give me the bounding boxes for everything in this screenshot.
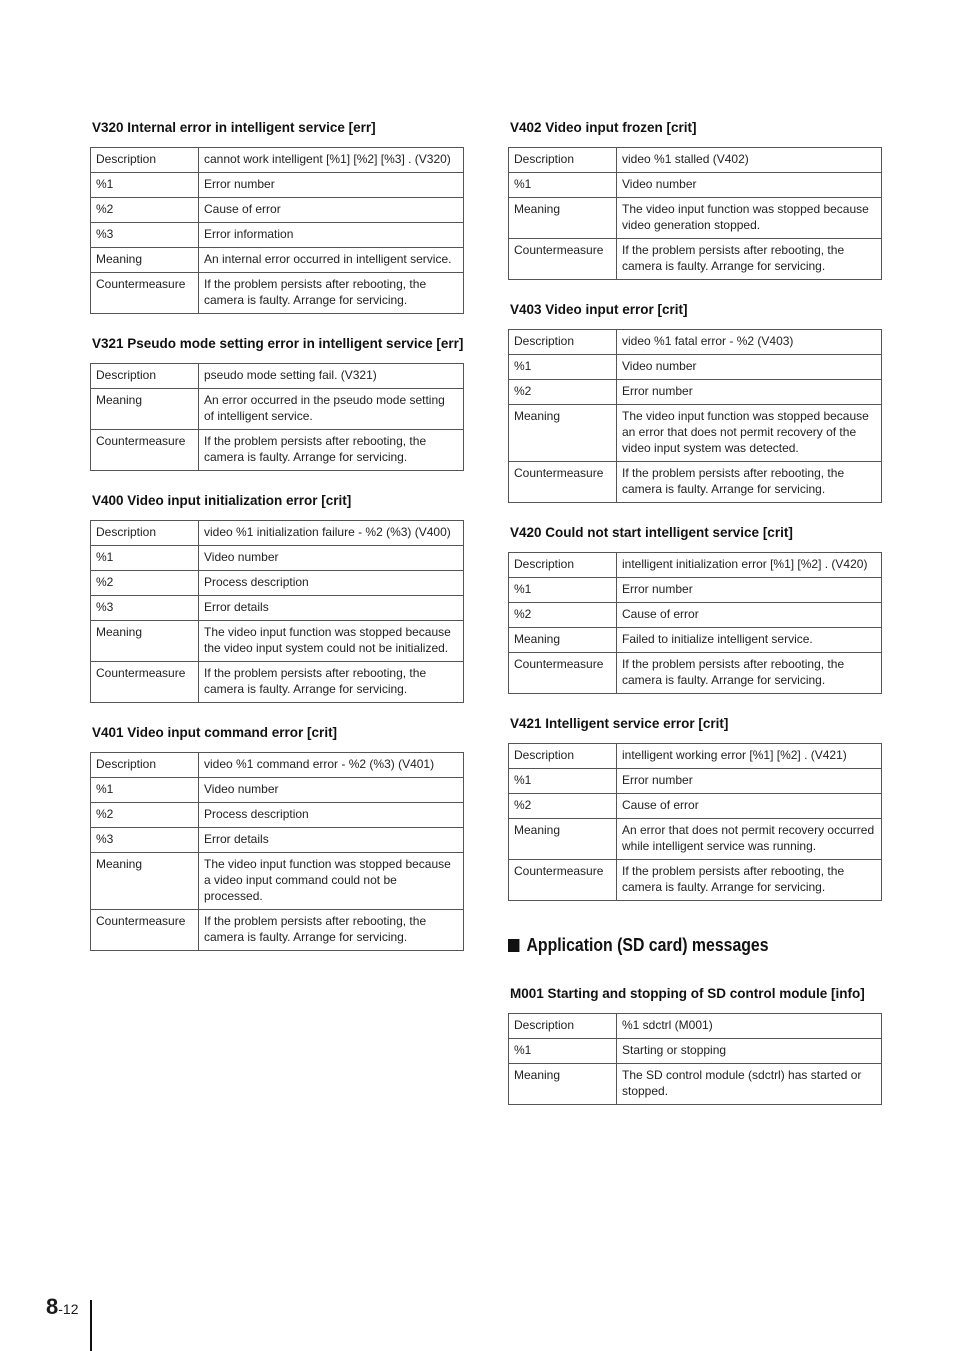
table-row xyxy=(91,546,464,571)
row-value: If the problem persists after rebooting, the camera is faulty. Arrange for servicing. xyxy=(617,462,882,503)
table-row xyxy=(509,173,882,198)
table-row xyxy=(509,628,882,653)
row-value: intelligent initialization error [%1] [%2] . (V420) xyxy=(617,553,882,578)
table-row xyxy=(509,1039,882,1064)
row-value: If the problem persists after rebooting, the camera is faulty. Arrange for servicing. xyxy=(199,662,464,703)
row-value: Error information xyxy=(199,223,464,248)
row-key: Countermeasure xyxy=(91,662,199,703)
row-value: Cause of error xyxy=(617,603,882,628)
row-key: Meaning xyxy=(91,248,199,273)
table-row xyxy=(91,596,464,621)
row-value: If the problem persists after rebooting, the camera is faulty. Arrange for servicing. xyxy=(199,910,464,951)
section-heading-text: Application (SD card) messages xyxy=(526,935,769,955)
message-table xyxy=(508,743,882,901)
row-key: %1 xyxy=(91,546,199,571)
row-key: Description xyxy=(509,1014,617,1039)
table-row xyxy=(509,355,882,380)
row-value: The SD control module (sdctrl) has started or stopped. xyxy=(617,1064,882,1105)
row-key: %2 xyxy=(91,571,199,596)
message-table xyxy=(90,520,464,703)
row-value: An error occurred in the pseudo mode setting of intelligent service. xyxy=(199,389,464,430)
row-key: Meaning xyxy=(91,621,199,662)
row-key: Description xyxy=(509,330,617,355)
row-key: %2 xyxy=(91,803,199,828)
folio-rule xyxy=(90,1300,92,1351)
table-row xyxy=(91,273,464,314)
row-key: Description xyxy=(509,553,617,578)
row-value: Process description xyxy=(199,803,464,828)
message-table xyxy=(508,329,882,503)
message-table xyxy=(90,363,464,471)
row-value: Video number xyxy=(199,546,464,571)
table-row xyxy=(509,330,882,355)
message-table xyxy=(508,147,882,280)
table-row xyxy=(509,1014,882,1039)
table-row xyxy=(91,223,464,248)
message-table xyxy=(90,752,464,951)
table-row xyxy=(91,571,464,596)
row-key: Countermeasure xyxy=(91,273,199,314)
right-message-blocks xyxy=(508,118,882,901)
row-key: %3 xyxy=(91,596,199,621)
row-value: If the problem persists after rebooting, the camera is faulty. Arrange for servicing. xyxy=(199,430,464,471)
table-row xyxy=(91,803,464,828)
row-value: Failed to initialize intelligent service. xyxy=(617,628,882,653)
row-value: The video input function was stopped because a video input command could not be processed. xyxy=(199,853,464,910)
table-row xyxy=(91,148,464,173)
message-title: V402 Video input frozen [crit] xyxy=(510,120,697,135)
table-row xyxy=(509,148,882,173)
row-value: Video number xyxy=(199,778,464,803)
table-row xyxy=(509,405,882,462)
message-block xyxy=(90,118,464,314)
row-key: Countermeasure xyxy=(91,430,199,471)
row-value: video %1 initialization failure - %2 (%3) (V400) xyxy=(199,521,464,546)
page-suffix: -12 xyxy=(58,1301,79,1317)
table-row xyxy=(509,578,882,603)
row-key: %2 xyxy=(509,603,617,628)
row-value: If the problem persists after rebooting, the camera is faulty. Arrange for servicing. xyxy=(617,239,882,280)
row-key: Description xyxy=(509,744,617,769)
row-value: Cause of error xyxy=(617,794,882,819)
table-row xyxy=(91,910,464,951)
row-value: Video number xyxy=(617,173,882,198)
message-title: V403 Video input error [crit] xyxy=(510,302,688,317)
message-title: V400 Video input initialization error [crit] xyxy=(92,493,352,508)
row-value: intelligent working error [%1] [%2] . (V421) xyxy=(617,744,882,769)
row-value: %1 sdctrl (M001) xyxy=(617,1014,882,1039)
table-row xyxy=(509,653,882,694)
row-key: Meaning xyxy=(91,389,199,430)
row-key: Meaning xyxy=(509,628,617,653)
section-heading xyxy=(508,935,837,956)
table-row xyxy=(91,621,464,662)
row-value: If the problem persists after rebooting, the camera is faulty. Arrange for servicing. xyxy=(617,860,882,901)
row-value: The video input function was stopped because video generation stopped. xyxy=(617,198,882,239)
row-key: %1 xyxy=(91,778,199,803)
square-bullet-icon xyxy=(508,939,519,952)
message-title: V320 Internal error in intelligent service [err] xyxy=(92,120,376,135)
message-block xyxy=(508,523,882,694)
message-block xyxy=(508,300,882,503)
right-column xyxy=(508,118,882,1125)
row-key: Countermeasure xyxy=(509,653,617,694)
row-value: Error details xyxy=(199,828,464,853)
row-key: %2 xyxy=(509,380,617,405)
message-block xyxy=(508,714,882,901)
table-row xyxy=(91,389,464,430)
table-row xyxy=(509,553,882,578)
table-row xyxy=(91,853,464,910)
row-key: Countermeasure xyxy=(509,860,617,901)
row-key: %2 xyxy=(91,198,199,223)
row-key: Description xyxy=(91,521,199,546)
row-value: cannot work intelligent [%1] [%2] [%3] . (V320) xyxy=(199,148,464,173)
row-key: %1 xyxy=(509,1039,617,1064)
row-value: An internal error occurred in intelligent service. xyxy=(199,248,464,273)
message-block xyxy=(508,984,882,1105)
table-row xyxy=(509,239,882,280)
row-value: Error number xyxy=(617,769,882,794)
table-row xyxy=(509,198,882,239)
table-row xyxy=(91,198,464,223)
row-value: Cause of error xyxy=(199,198,464,223)
row-value: An error that does not permit recovery occurred while intelligent service was running. xyxy=(617,819,882,860)
row-key: Meaning xyxy=(509,405,617,462)
row-value: Starting or stopping xyxy=(617,1039,882,1064)
table-row xyxy=(91,248,464,273)
message-title: V420 Could not start intelligent service [crit] xyxy=(510,525,793,540)
row-key: Countermeasure xyxy=(509,239,617,280)
row-key: Meaning xyxy=(509,819,617,860)
message-block xyxy=(90,723,464,951)
table-row xyxy=(91,521,464,546)
table-row xyxy=(509,769,882,794)
row-key: %1 xyxy=(509,355,617,380)
section-message-blocks xyxy=(508,984,882,1105)
chapter-number: 8 xyxy=(46,1294,59,1319)
row-key: %3 xyxy=(91,223,199,248)
row-key: %2 xyxy=(509,794,617,819)
row-value: Process description xyxy=(199,571,464,596)
row-key: Countermeasure xyxy=(509,462,617,503)
row-key: %1 xyxy=(509,769,617,794)
table-row xyxy=(509,744,882,769)
message-title: V421 Intelligent service error [crit] xyxy=(510,716,729,731)
page-number xyxy=(46,1294,78,1320)
message-block xyxy=(508,118,882,280)
message-table xyxy=(90,147,464,314)
row-key: Description xyxy=(509,148,617,173)
table-row xyxy=(91,753,464,778)
row-key: %1 xyxy=(509,173,617,198)
left-column xyxy=(90,118,464,971)
row-key: Meaning xyxy=(509,1064,617,1105)
row-value: The video input function was stopped because the video input system could not be initialized. xyxy=(199,621,464,662)
row-key: Countermeasure xyxy=(91,910,199,951)
row-value: Error number xyxy=(617,578,882,603)
table-row xyxy=(91,173,464,198)
row-key: %3 xyxy=(91,828,199,853)
message-table xyxy=(508,1013,882,1105)
table-row xyxy=(509,794,882,819)
row-value: video %1 stalled (V402) xyxy=(617,148,882,173)
row-key: Description xyxy=(91,364,199,389)
row-key: Meaning xyxy=(509,198,617,239)
row-value: video %1 fatal error - %2 (V403) xyxy=(617,330,882,355)
table-row xyxy=(509,1064,882,1105)
row-key: Description xyxy=(91,148,199,173)
table-row xyxy=(91,828,464,853)
table-row xyxy=(91,364,464,389)
table-row xyxy=(509,860,882,901)
row-value: pseudo mode setting fail. (V321) xyxy=(199,364,464,389)
row-value: Error number xyxy=(617,380,882,405)
table-row xyxy=(91,778,464,803)
row-value: Error details xyxy=(199,596,464,621)
message-block xyxy=(90,334,464,471)
table-row xyxy=(91,662,464,703)
row-value: Error number xyxy=(199,173,464,198)
table-row xyxy=(91,430,464,471)
table-row xyxy=(509,380,882,405)
message-title: V321 Pseudo mode setting error in intelligent service [err] xyxy=(92,336,464,351)
table-row xyxy=(509,819,882,860)
table-row xyxy=(509,603,882,628)
row-value: video %1 command error - %2 (%3) (V401) xyxy=(199,753,464,778)
table-row xyxy=(509,462,882,503)
row-value: The video input function was stopped because an error that does not permit recovery of the video input system was detected. xyxy=(617,405,882,462)
message-block xyxy=(90,491,464,703)
row-key: Description xyxy=(91,753,199,778)
message-table xyxy=(508,552,882,694)
row-key: Meaning xyxy=(91,853,199,910)
row-value: If the problem persists after rebooting, the camera is faulty. Arrange for servicing. xyxy=(617,653,882,694)
row-value: Video number xyxy=(617,355,882,380)
row-key: %1 xyxy=(509,578,617,603)
message-title: M001 Starting and stopping of SD control module [info] xyxy=(510,986,865,1001)
row-value: If the problem persists after rebooting, the camera is faulty. Arrange for servicing. xyxy=(199,273,464,314)
message-title: V401 Video input command error [crit] xyxy=(92,725,338,740)
row-key: %1 xyxy=(91,173,199,198)
